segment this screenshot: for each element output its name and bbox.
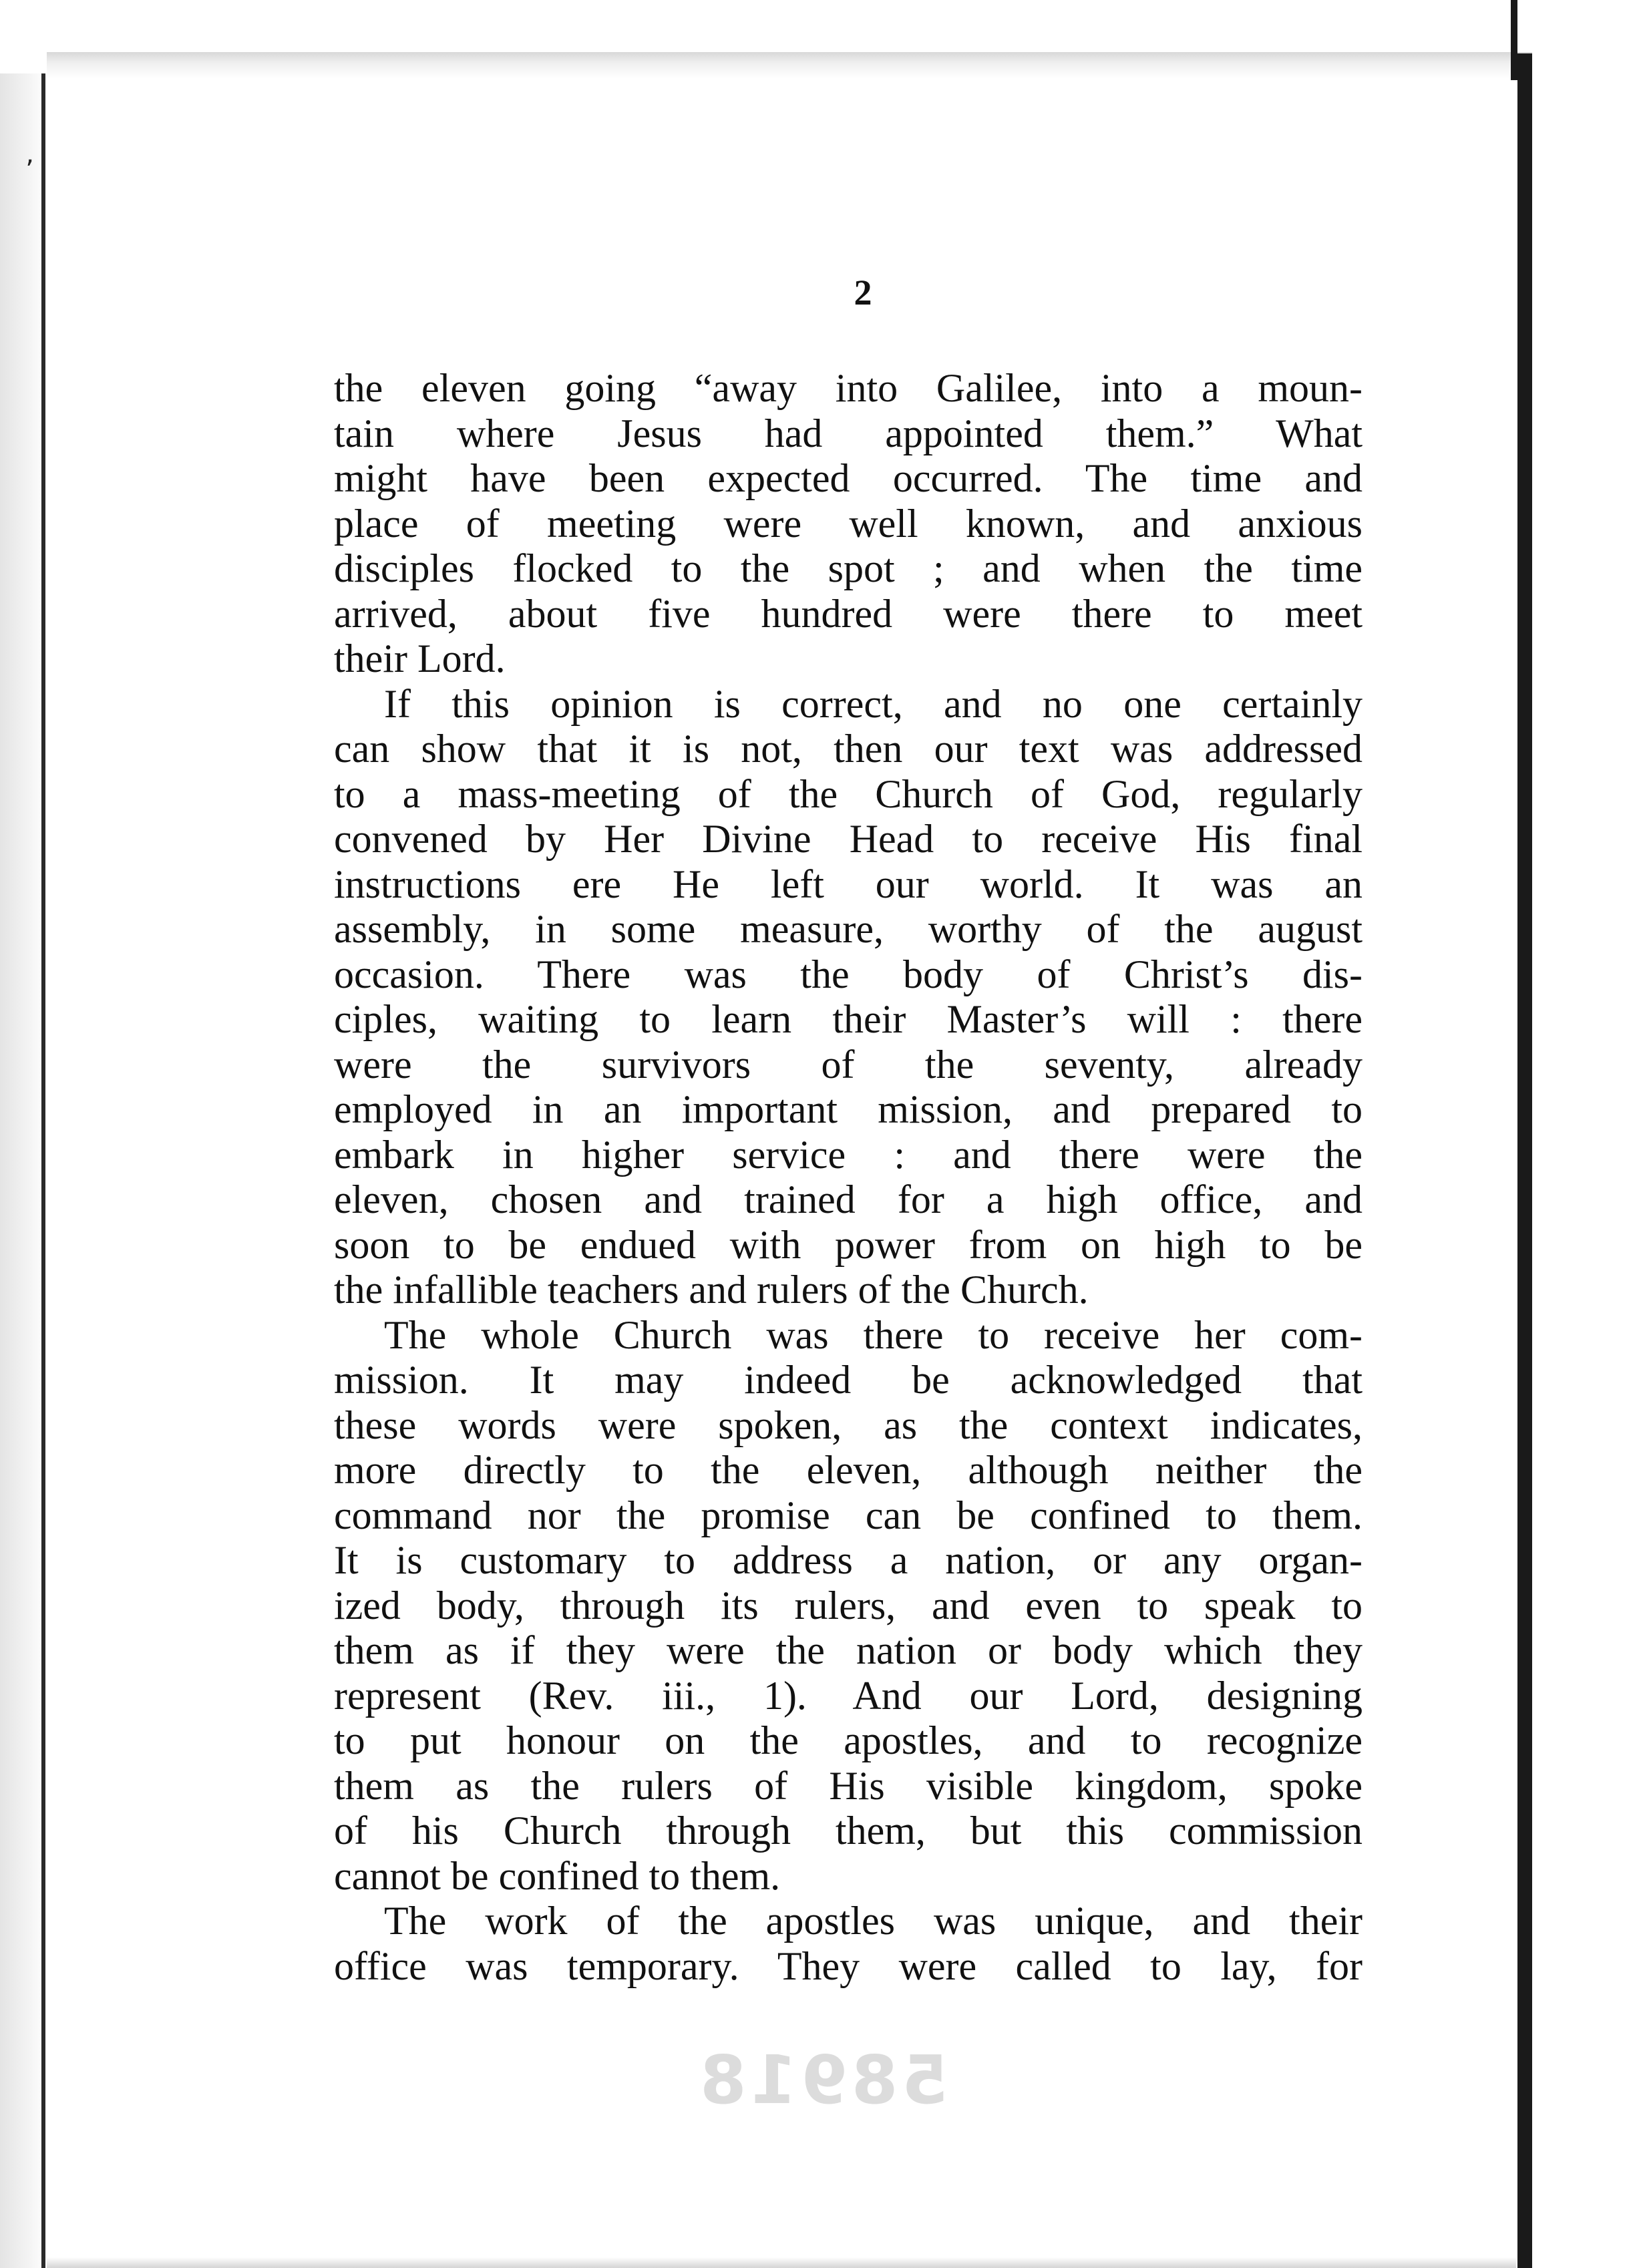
- text-line: to a mass-meeting of the Church of God, regularly: [334, 771, 1363, 816]
- library-stamp: 58918: [696, 2041, 948, 2119]
- text-line: their Lord.: [334, 636, 506, 681]
- binding-line-left: [41, 73, 45, 2268]
- text-line: ized body, through its rulers, and even to speak to: [334, 1583, 1363, 1628]
- text-line: It is customary to address a nation, or any organ-: [334, 1538, 1363, 1582]
- text-line: embark in higher service : and there were the: [334, 1132, 1363, 1177]
- text-line: place of meeting were well known, and anxious: [334, 501, 1363, 546]
- text-line: mission. It may indeed be acknowledged that: [334, 1358, 1363, 1402]
- text-line: disciples flocked to the spot ; and when the time: [334, 546, 1363, 590]
- body-text: [334, 366, 1363, 1989]
- text-line: tain where Jesus had appointed them.” What: [334, 411, 1363, 455]
- text-line: convened by Her Divine Head to receive His final: [334, 817, 1363, 861]
- text-line: represent (Rev. iii., 1). And our Lord, designing: [334, 1673, 1363, 1718]
- text-line: them as the rulers of His visible kingdom, spoke: [334, 1763, 1363, 1808]
- binding-edge-left: [0, 73, 47, 2268]
- text-line: instructions ere He left our world. It was an: [334, 862, 1363, 906]
- text-line: eleven, chosen and trained for a high office, and: [334, 1177, 1363, 1221]
- page-top-shadow: [47, 52, 1543, 79]
- text-line: soon to be endued with power from on high to be: [334, 1222, 1363, 1267]
- text-line: occasion. There was the body of Christ’s dis-: [334, 952, 1363, 996]
- text-line: to put honour on the apostles, and to recognize: [334, 1718, 1363, 1762]
- page-number: 2: [854, 272, 872, 313]
- text-line: can show that it is not, then our text was addressed: [334, 727, 1363, 771]
- text-line: the infallible teachers and rulers of the Church.: [334, 1268, 1089, 1312]
- text-line: The work of the apostles was unique, and their: [384, 1899, 1363, 1943]
- text-line: assembly, in some measure, worthy of the august: [334, 907, 1363, 951]
- text-line: more directly to the eleven, although neither the: [334, 1448, 1363, 1492]
- text-line: If this opinion is correct, and no one certainly: [384, 681, 1363, 726]
- text-line: were the survivors of the seventy, already: [334, 1042, 1363, 1087]
- text-line: of his Church through them, but this commission: [334, 1809, 1363, 1853]
- text-line: arrived, about five hundred were there to meet: [334, 591, 1363, 636]
- text-line: them as if they were the nation or body which they: [334, 1628, 1363, 1672]
- edge-notch-right: [1511, 0, 1517, 80]
- scan-artifact-mark: ʼ: [25, 155, 34, 186]
- scan-margin-right: [1532, 0, 1633, 2268]
- text-line: The whole Church was there to receive her com-: [384, 1312, 1363, 1357]
- text-line: the eleven going “away into Galilee, into a moun-: [334, 366, 1363, 410]
- text-line: these words were spoken, as the context indicates,: [334, 1402, 1363, 1447]
- text-line: command nor the promise can be confined to them.: [334, 1493, 1363, 1537]
- text-line: cannot be confined to them.: [334, 1853, 781, 1898]
- page-bottom-shadow: [47, 2257, 1516, 2268]
- text-line: might have been expected occurred. The time and: [334, 456, 1363, 500]
- text-line: ciples, waiting to learn their Master’s will : there: [334, 997, 1363, 1041]
- page-edge-right: [1517, 53, 1532, 2268]
- text-line: office was temporary. They were called to lay, for: [334, 1943, 1363, 1988]
- text-line: employed in an important mission, and prepared to: [334, 1087, 1363, 1131]
